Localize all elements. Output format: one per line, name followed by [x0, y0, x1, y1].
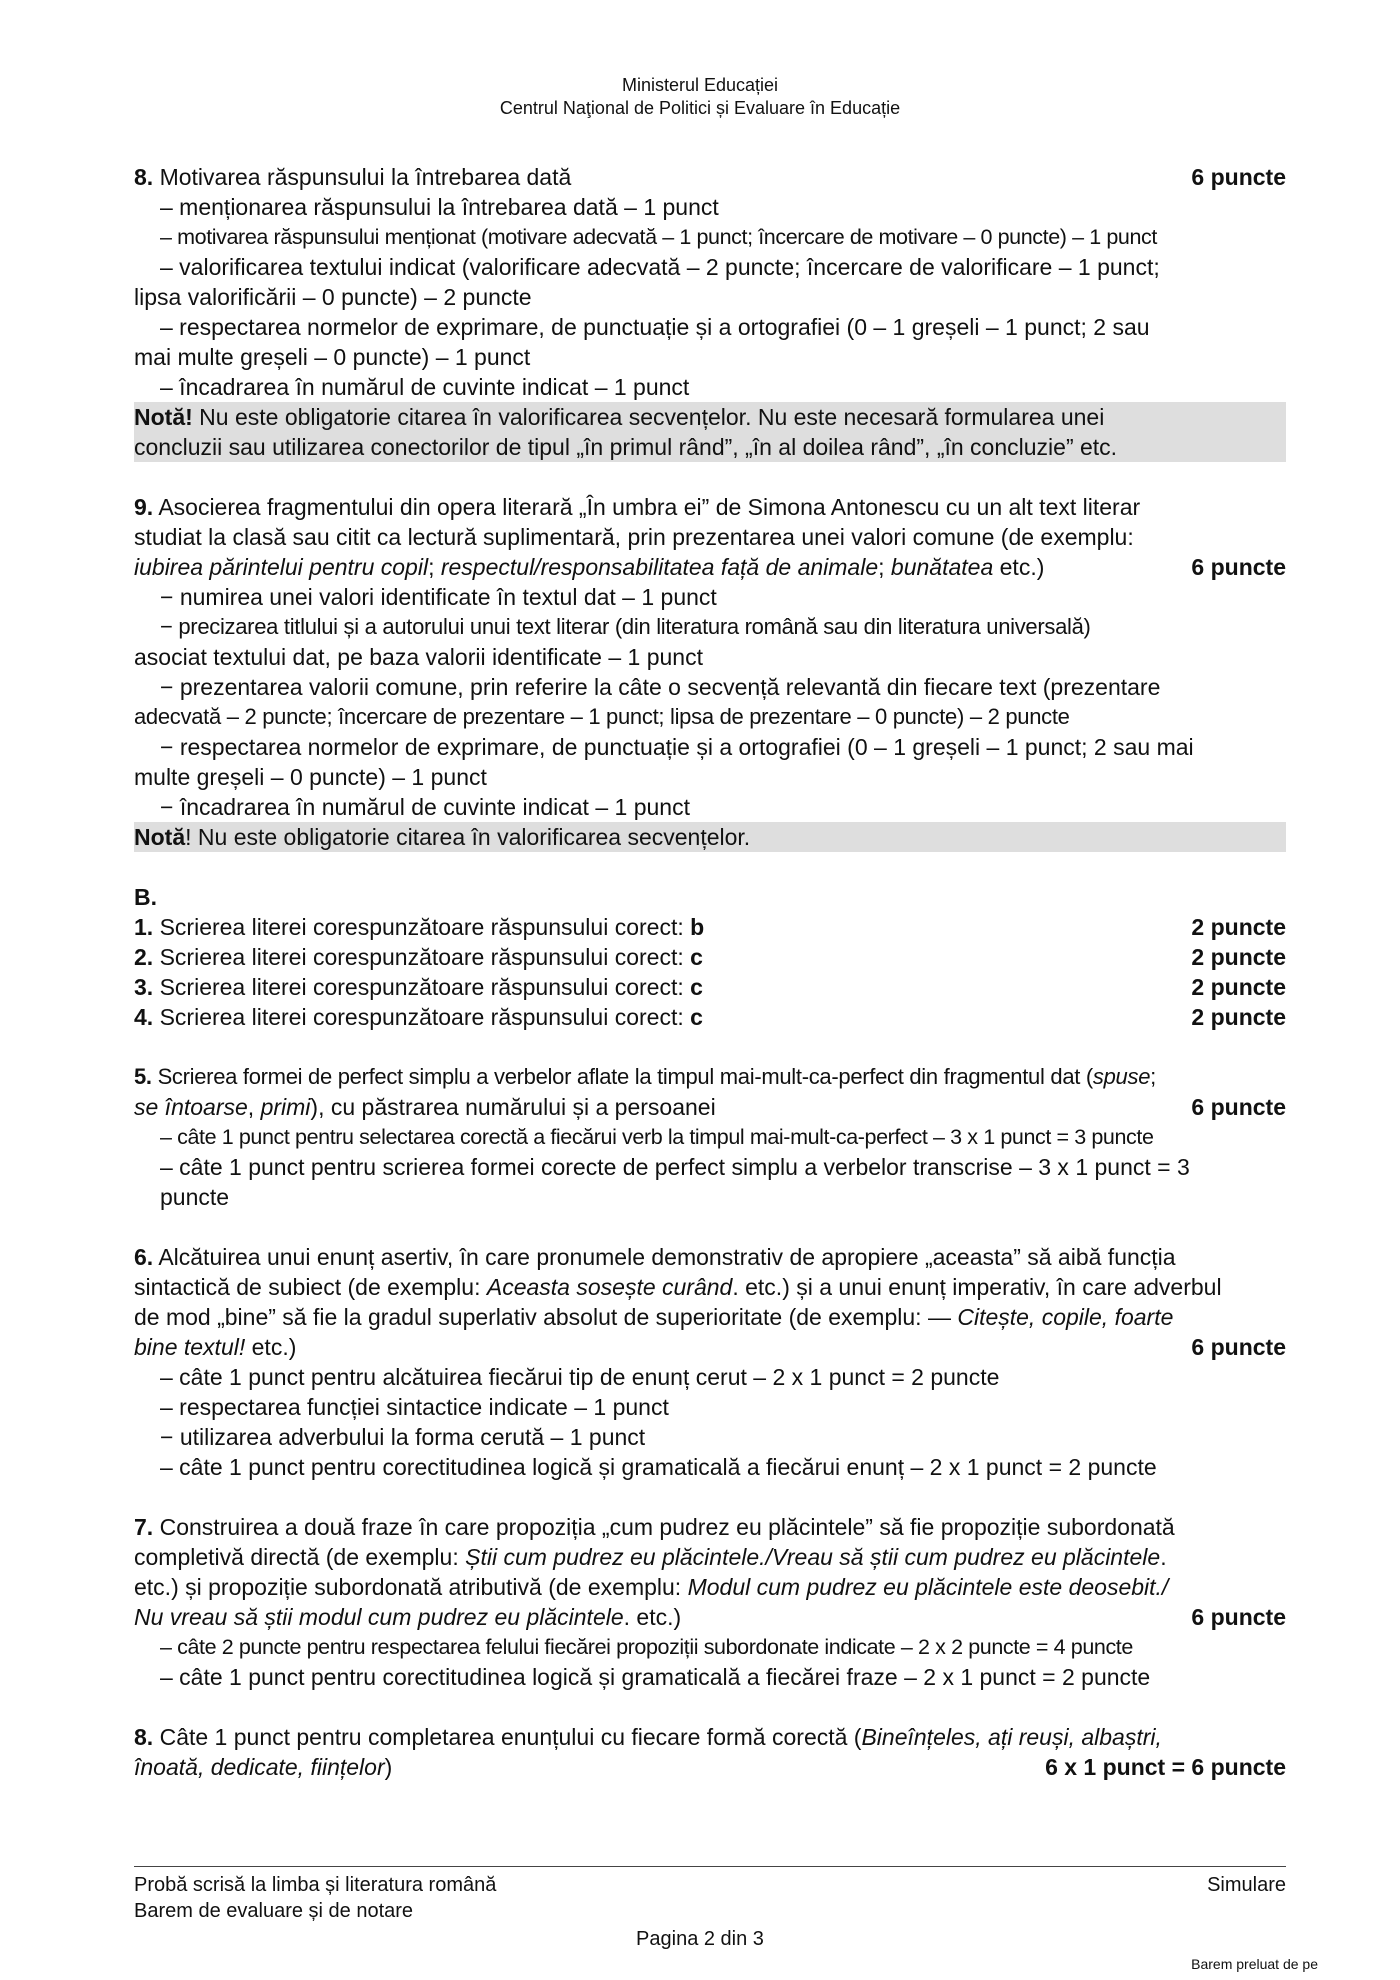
criterion-line-cont: asociat textului dat, pe baza valorii identificate – 1 punct	[134, 644, 703, 670]
footer-divider	[134, 1866, 1286, 1867]
criterion-line-cont: adecvată – 2 puncte; încercare de prezentare – 1 punct; lipsa de prezentare – 0 puncte) – 2 puncte	[134, 704, 1070, 729]
criterion-line: – câte 1 punct pentru corectitudinea logică și gramaticală a fiecărei fraze – 2 x 1 punct = 2 puncte	[160, 1664, 1151, 1690]
answer-row: 1. Scrierea literei corespunzătoare răspunsului corect: b 2 puncte	[134, 914, 1286, 940]
item-number: 8.	[134, 164, 154, 190]
example-value: iubirea părintelui pentru copil	[134, 554, 429, 580]
criterion-line-cont: lipsa valorificării – 0 puncte) – 2 puncte	[134, 284, 532, 310]
answer-letter: c	[690, 944, 703, 970]
section-7: 7. Construirea a două fraze în care propoziția „cum pudrez eu plăcintele” să fie propoziție subordonată completivă directă (de exemplu: Știi cum pudrez eu plăcintele./Vreau să știi cum pudrez eu plăcintele. etc.) și propoziție subordonată atributivă (de exemplu: Modul cum pudrez eu plăcintele este deosebit./ Nu vreau să știi modul cum pudrez eu plăcintele. etc.) 6 puncte – câte 2 puncte pentru respectarea felului fiecărei propoziții subordonate indicate – 2 x 2 puncte = 4 puncte – câte 1 punct pentru corectitudinea logică și gramaticală a fiecărei fraze – 2 x 1 punct = 2 puncte	[134, 1514, 1286, 1690]
criterion-line: – menționarea răspunsului la întrebarea dată – 1 punct	[160, 194, 719, 220]
item-number: 5.	[134, 1064, 152, 1089]
answer-row: 4. Scrierea literei corespunzătoare răspunsului corect: c 2 puncte	[134, 1004, 1286, 1030]
item-text: Asocierea fragmentului din opera literară „În umbra ei” de Simona Antonescu cu un alt text literar	[158, 494, 1141, 520]
header-ministry: Ministerul Educației	[621, 75, 779, 95]
criterion-line: – încadrarea în numărul de cuvinte indicat – 1 punct	[160, 374, 690, 400]
item-points: 6 puncte	[1191, 1604, 1286, 1630]
page-number: Pagina 2 din 3	[636, 1928, 764, 1950]
criterion-line: – câte 1 punct pentru selectarea corectă a fiecărui verb la timpul mai-mult-ca-perfect – 3 x 1 punct = 3 puncte	[160, 1125, 1154, 1149]
criterion-line: − încadrarea în numărul de cuvinte indicat – 1 punct	[160, 794, 690, 820]
criterion-line: – câte 1 punct pentru alcătuirea fiecărui tip de enunț cerut – 2 x 1 punct = 2 puncte	[160, 1364, 1000, 1390]
example-value: bunătatea	[890, 554, 994, 580]
example-value: respectul/responsabilitatea față de animale	[440, 554, 879, 580]
criterion-line-cont: puncte	[160, 1184, 230, 1210]
criterion-line: − respectarea normelor de exprimare, de punctuație și a ortografiei (0 – 1 greșeli – 1 punct; 2 sau mai	[160, 734, 1194, 760]
header-center: Centrul Naţional de Politici și Evaluare în Educație	[499, 98, 901, 118]
answer-row: 2. Scrierea literei corespunzătoare răspunsului corect: c 2 puncte	[134, 944, 1286, 970]
note-block	[134, 822, 1286, 852]
item-points: 6 puncte	[1191, 1334, 1286, 1360]
note-block	[134, 402, 1286, 462]
answer-row: 3. Scrierea literei corespunzătoare răspunsului corect: c 2 puncte	[134, 974, 1286, 1000]
item-points: 6 x 1 punct = 6 puncte	[1045, 1754, 1286, 1780]
criterion-line: – valorificarea textului indicat (valorificare adecvată – 2 puncte; încercare de valorificare – 1 punct;	[160, 254, 1160, 280]
criterion-line: – câte 1 punct pentru scrierea formei corecte de perfect simplu a verbelor transcrise – 3 x 1 punct = 3	[160, 1154, 1190, 1180]
note-label: Notă	[134, 824, 186, 850]
section-6: 6. Alcătuirea unui enunț asertiv, în care pronumele demonstrativ de apropiere „aceasta” să aibă funcția sintactică de subiect (de exemplu: Aceasta sosește curând. etc.) și a unui enunț imperativ, în care adverbul de mod „bine” să fie la gradul superlativ absolut de superioritate (de exemplu: — Citește, copile, foarte bine textul! etc.) 6 puncte – câte 1 punct pentru alcătuirea fiecărui tip de enunț cerut – 2 x 1 punct = 2 puncte – respectarea funcției sintactice indicate – 1 punct − utilizarea adverbului la forma cerută – 1 punct – câte 1 punct pentru corectitudinea logică și gramaticală a fiecărui enunț – 2 x 1 punct = 2 puncte	[134, 1244, 1286, 1480]
item-points: 2 puncte	[1191, 944, 1286, 970]
item-title: Motivarea răspunsului la întrebarea dată	[159, 164, 572, 190]
item-points: 6 puncte	[1191, 1094, 1286, 1120]
criterion-line: − utilizarea adverbului la forma cerută – 1 punct	[160, 1424, 646, 1450]
criterion-line: – respectarea normelor de exprimare, de punctuație și a ortografiei (0 – 1 greșeli – 1 punct; 2 sau	[160, 314, 1150, 340]
criterion-line: − numirea unei valori identificate în textul dat – 1 punct	[160, 584, 717, 610]
section-b	[134, 882, 1286, 1032]
document-footer	[134, 1872, 1286, 1924]
footer-exam-type: Simulare	[1207, 1874, 1286, 1896]
item-number: 9.	[134, 494, 154, 520]
footer-document-type: Barem de evaluare și de notare	[134, 1900, 414, 1922]
item-text: studiat la clasă sau citit ca lectură suplimentară, prin prezentarea unei valori comune (de exemplu:	[134, 524, 1134, 550]
item-points: 6 puncte	[1191, 164, 1286, 190]
item-number: 6.	[134, 1244, 154, 1270]
note-text: concluzii sau utilizarea conectorilor de tipul „în primul rând”, „în al doilea rând”, „în concluzie” etc.	[134, 434, 1118, 460]
section-9: 9. Asocierea fragmentului din opera literară „În umbra ei” de Simona Antonescu cu un alt text literar studiat la clasă sau citit ca lectură suplimentară, prin prezentarea unei valori comune (de exemplu: iubirea părintelui pentru copil; respectul/responsabilitatea față de animale; bunătatea etc.) 6 puncte − numirea unei valori identificate în textul dat – 1 punct − precizarea titlului și a autorului unui text literar (din literatura română sau din literatura universală) asociat textului dat, pe baza valorii identificate – 1 punct − prezentarea valorii comune, prin referire la câte o secvență relevantă din fiecare text (prezentare adecvată – 2 puncte; încercare de prezentare – 1 punct; lipsa de prezentare – 0 puncte) – 2 puncte − respectarea normelor de exprimare, de punctuație și a ortografiei (0 – 1 greșeli – 1 punct; 2 sau mai multe greșeli – 0 puncte) – 1 punct − încadrarea în numărul de cuvinte indicat – 1 punct Notă! Nu este obligatorie citarea în valorificarea secvențelor.	[134, 494, 1286, 850]
criterion-line-cont: mai multe greșeli – 0 puncte) – 1 punct	[134, 344, 531, 370]
item-points: 2 puncte	[1191, 1004, 1286, 1030]
section-8b: 8. Câte 1 punct pentru completarea enunțului cu fiecare formă corectă (Bineînțeles, ați reuși, albaștri, înoată, dedicate, ființelor) 6 x 1 punct = 6 puncte	[134, 1724, 1286, 1780]
item-points: 2 puncte	[1191, 974, 1286, 1000]
section-5: 5. Scrierea formei de perfect simplu a verbelor aflate la timpul mai-mult-ca-perfect din fragmentul dat (spuse; se întoarse, primi), cu păstrarea numărului și a persoanei 6 puncte – câte 1 punct pentru selectarea corectă a fiecărui verb la timpul mai-mult-ca-perfect – 3 x 1 punct = 3 puncte – câte 1 punct pentru scrierea formei corecte de perfect simplu a verbelor transcrise – 3 x 1 punct = 3 puncte	[134, 1064, 1286, 1210]
source-credit: Barem preluat de pe	[1191, 1956, 1318, 1972]
criterion-line: − precizarea titlului și a autorului unui text literar (din literatura română sau din literatura universală)	[160, 614, 1091, 639]
criterion-line-cont: multe greșeli – 0 puncte) – 1 punct	[134, 764, 487, 790]
note-text: Nu este obligatorie citarea în valorificarea secvențelor. Nu este necesară formularea unei	[199, 404, 1105, 430]
answer-letter: b	[690, 914, 705, 940]
answer-letter: c	[690, 974, 703, 1000]
document-header	[0, 74, 1400, 120]
section-8	[134, 162, 1286, 462]
note-label: Notă!	[134, 404, 193, 430]
item-number: 7.	[134, 1514, 154, 1540]
note-text: ! Nu este obligatorie citarea în valorificarea secvențelor.	[185, 824, 751, 850]
criterion-line: − prezentarea valorii comune, prin referire la câte o secvență relevantă din fiecare text (prezentare	[160, 674, 1161, 700]
document-body	[134, 162, 1286, 1782]
footer-exam-name: Probă scrisă la limba și literatura română	[134, 1874, 497, 1896]
criterion-line: – câte 1 punct pentru corectitudinea logică și gramaticală a fiecărui enunț – 2 x 1 punct = 2 puncte	[160, 1454, 1157, 1480]
item-points: 6 puncte	[1191, 554, 1286, 580]
answer-letter: c	[690, 1004, 703, 1030]
item-number: 8.	[134, 1724, 154, 1750]
item-points: 2 puncte	[1191, 914, 1286, 940]
criterion-line: – motivarea răspunsului menționat (motivare adecvată – 1 punct; încercare de motivare – 0 puncte) – 1 punct	[160, 225, 1157, 249]
criterion-line: – câte 2 puncte pentru respectarea felului fiecărei propoziții subordonate indicate – 2 x 2 puncte = 4 puncte	[160, 1635, 1133, 1659]
criterion-line: – respectarea funcției sintactice indicate – 1 punct	[160, 1394, 669, 1420]
section-title: B.	[134, 884, 157, 910]
